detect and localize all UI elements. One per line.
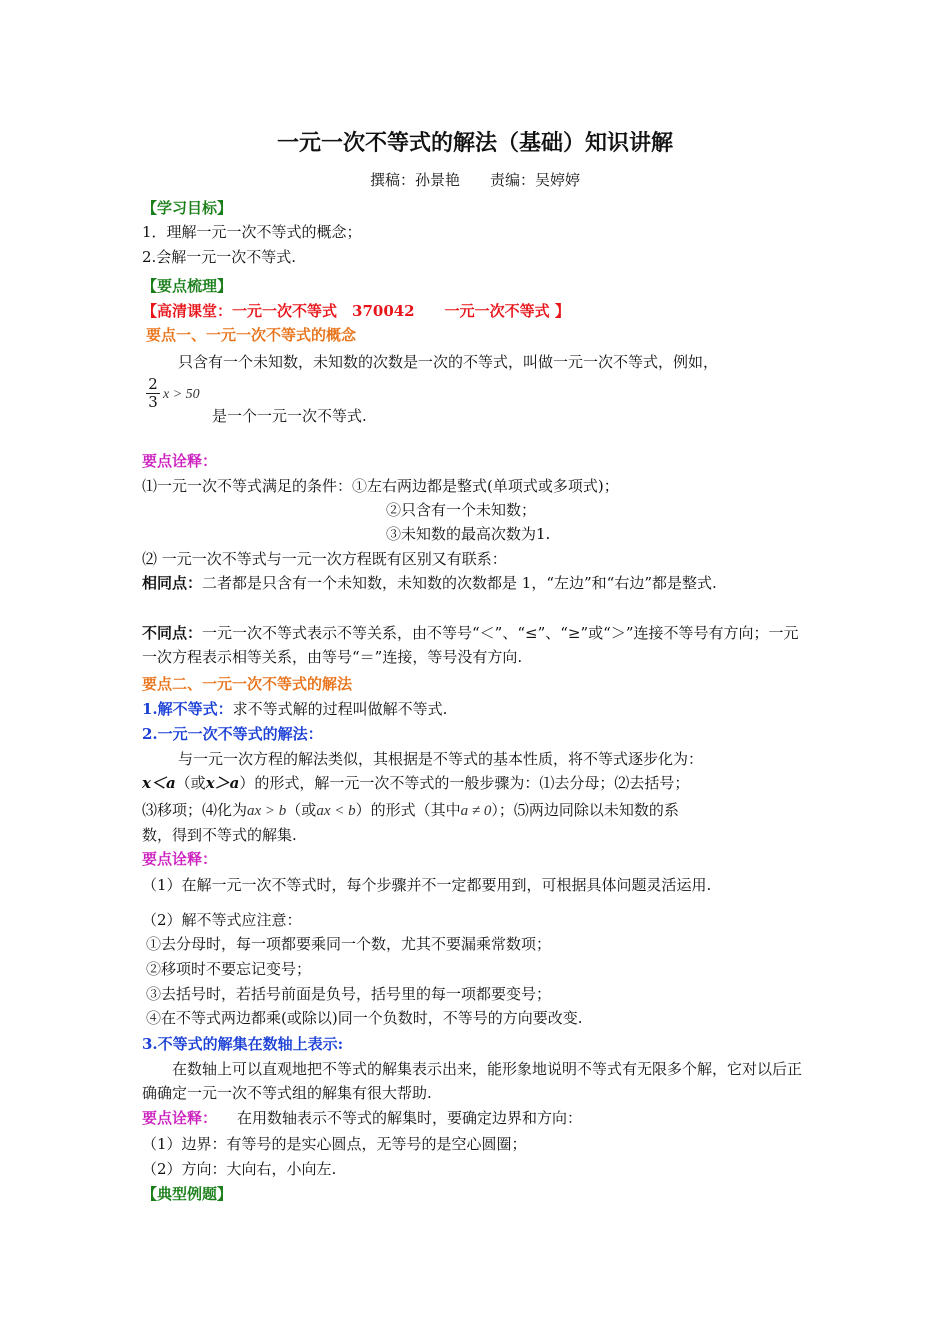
expr-x-less-a: x＜a <box>142 774 176 792</box>
note2-line4: ②移项时不要忘记变号； <box>146 960 312 978</box>
expr-a-not-zero: a ≠ 0 <box>460 803 492 819</box>
note2-line5: ③去括号时，若括号前面是负号，括号里的每一项都要变号； <box>146 985 552 1003</box>
goal-item-1: 1．理解一元一次不等式的概念； <box>142 223 362 241</box>
step1-line <box>142 699 447 719</box>
step2-t1: （或 <box>175 774 206 792</box>
expr-x-greater-a: x＞a <box>205 774 240 792</box>
note1-line2: ②只含有一个未知数； <box>386 501 537 519</box>
note1-label: 要点诠释： <box>142 452 218 470</box>
point1-intro: 只含有一个未知数，未知数的次数是一次的不等式，叫做一元一次不等式，例如， <box>178 353 719 371</box>
point2-heading: 要点二、一元一次不等式的解法 <box>142 675 353 693</box>
step2-t3: ⑶移项；⑷化为 <box>142 801 248 819</box>
note1-line3: ③未知数的最高次数为1. <box>386 525 551 543</box>
note3-line2: （2）方向：大向右，小向左. <box>142 1160 337 1178</box>
step2-line1: 与一元一次方程的解法类似，其根据是不等式的基本性质，将不等式逐步化为： <box>178 750 704 768</box>
step2-t4: （或 <box>286 801 317 819</box>
inequality-example: x > 50 <box>163 387 200 402</box>
step2-t6: ）；⑸两边同除以未知数的系 <box>491 801 679 819</box>
step2-t2: ）的形式，解一元一次不等式的一般步骤为：⑴去分母；⑵去括号； <box>239 774 690 792</box>
note3-line <box>142 1108 582 1128</box>
goals-heading: 【学习目标】 <box>142 199 233 217</box>
step1-label: 1.解不等式： <box>142 700 233 718</box>
step3-paragraph: 在数轴上可以直观地把不等式的解集表示出来，能形象地说明不等式有无限多个解，它对以后正确确定一元一次不等式组的解集有很大帮助. <box>142 1060 803 1102</box>
point1-tail: 是一个一元一次不等式. <box>212 407 367 425</box>
point1-heading: 要点一、一元一次不等式的概念 <box>146 326 357 344</box>
step3-label: 3.不等式的解集在数轴上表示: <box>142 1035 344 1053</box>
step1-text: 求不等式解的过程叫做解不等式. <box>232 700 448 718</box>
note3-label: 要点诠释： <box>142 1109 218 1127</box>
note3-line1: （1）边界：有等号的是实心圆点，无等号的是空心圆圈； <box>142 1135 527 1153</box>
same-point-text: 二者都是只含有一个未知数，未知数的次数都是 1，“左边”和“右边”都是整式. <box>202 574 717 592</box>
note2-label: 要点诠释： <box>142 850 218 868</box>
diff-point-paragraph <box>142 621 808 669</box>
expr-ax-greater-b: ax > b <box>247 803 287 819</box>
note2-line6: ④在不等式两边都乘(或除以)同一个负数时，不等号的方向要改变. <box>146 1009 583 1027</box>
expr-ax-less-b: ax < b <box>316 803 356 819</box>
note1-line4: ⑵ 一元一次不等式与一元一次方程既有区别又有联系： <box>142 550 507 568</box>
note1-line1: ⑴一元一次不等式满足的条件：①左右两边都是整式(单项式或多项式)； <box>142 477 619 495</box>
examples-heading: 【典型例题】 <box>142 1185 233 1203</box>
step2-label: 2.一元一次不等式的解法： <box>142 725 323 743</box>
note2-line3: ①去分母时，每一项都要乘同一个数，尤其不要漏乘常数项； <box>146 935 552 953</box>
note3-text: 在用数轴表示不等式的解集时，要确定边界和方向： <box>237 1109 583 1127</box>
diff-point-label: 不同点： <box>142 624 203 642</box>
note2-line2: （2）解不等式应注意： <box>142 911 302 929</box>
goal-item-2: 2.会解一元一次不等式. <box>142 248 297 266</box>
note2-line1: （1）在解一元一次不等式时，每个步骤并不一定都要用到，可根据具体问题灵活运用. <box>142 876 712 894</box>
same-point-paragraph <box>142 571 808 595</box>
same-point-label: 相同点： <box>142 574 203 592</box>
fraction-denominator: 3 <box>148 393 158 411</box>
page-title: 一元一次不等式的解法（基础）知识讲解 <box>276 130 673 156</box>
fraction-two-thirds <box>146 376 160 411</box>
points-heading: 【要点梳理】 <box>142 277 233 295</box>
fraction-numerator: 2 <box>146 376 160 394</box>
step2-t5: ）的形式（其中 <box>355 801 461 819</box>
step2-line2 <box>142 773 689 793</box>
step2-line3 <box>142 800 679 821</box>
diff-point-text: 一元一次不等式表示不等关系，由不等号“＜”、“≤”、“≥”或“＞”连接不等号有方向；一元一次方程表示相等关系，由等号“＝”连接，等号没有方向. <box>142 624 799 666</box>
step2-line4: 数，得到不等式的解集. <box>142 826 297 844</box>
authors-line: 撰稿：孙景艳 责编：吴婷婷 <box>369 171 580 189</box>
course-banner: 【高清课堂：一元一次不等式 370042 一元一次不等式 】 <box>142 302 570 320</box>
